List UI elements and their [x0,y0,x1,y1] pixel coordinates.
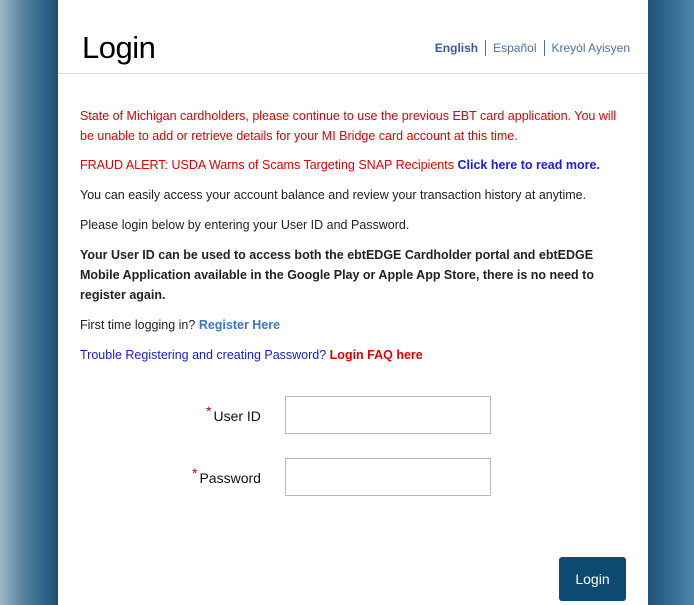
michigan-notice: State of Michigan cardholders, please continue to use the previous EBT card application. You will be unable to add or retrieve details for your MI Bridge card account at this time. [80,109,617,143]
first-time-text: First time logging in? [80,318,199,332]
balance-info: You can easily access your account balance and review your transaction history at anytime. [80,188,587,202]
fraud-alert-text: FRAUD ALERT: USDA Warns of Scams Targeting SNAP Recipients [80,158,458,172]
language-selector [435,40,630,56]
user-id-info: Your User ID can be used to access both the ebtEDGE Cardholder portal and ebtEDGE Mobile Application available in the Google Play or Apple App Store, there is no need to register again. [80,248,594,302]
language-english[interactable]: English [434,41,479,55]
password-input[interactable] [285,458,491,496]
language-espanol[interactable]: Español [485,40,543,56]
login-instructions: Please login below by entering your User ID and Password. [80,218,410,232]
login-button[interactable]: Login [559,557,626,601]
header [58,0,648,74]
fraud-alert-link[interactable]: Click here to read more. [457,158,600,172]
fraud-alert [80,155,620,175]
user-id-input[interactable] [285,396,491,434]
login-faq-link[interactable]: Login FAQ here [329,348,423,362]
required-marker: * [206,403,212,419]
register-link[interactable]: Register Here [198,318,281,332]
password-label: Password [199,470,261,486]
user-id-label: User ID [213,408,261,424]
page-title: Login [82,30,156,65]
user-id-row [206,403,261,424]
first-time-line [80,315,620,335]
password-row [192,465,261,486]
trouble-line [80,345,620,365]
background-right [648,0,694,605]
required-marker: * [192,465,198,481]
login-card [58,0,648,605]
trouble-text: Trouble Registering and creating Password? [80,348,330,362]
language-kreyol[interactable]: Kreyòl Ayisyen [544,40,631,56]
